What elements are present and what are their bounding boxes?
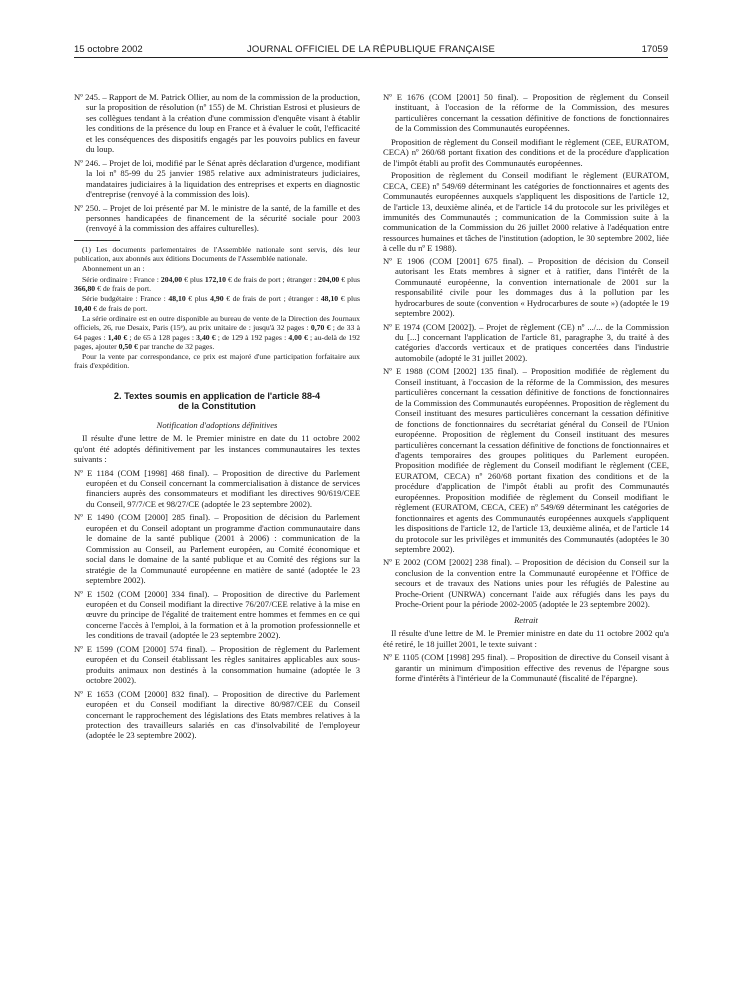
entry-text: (COM [1998] 295 final). – Proposition de directive du Conseil visant à garantir un minimum d'imposition effective des revenus de l'épargne sous forme d'intérêts à l'intérieur de la Communauté (fiscalité de l'épargne). [395,652,669,684]
entry-e1599 [74,644,360,686]
fn-text: Série budgétaire : France : [82,294,169,304]
fn-text: par tranche de 32 pages. [137,341,215,351]
footnote-p5 [74,314,360,351]
entry-ref: Nº 245. [74,92,101,102]
entry-e1490 [74,512,360,585]
fn-text: La série ordinaire est en outre disponible au bureau de vente de la Direction des Journaux officiels, 26, rue Desaix, Paris (15ᵉ), au prix unitaire de : jusqu'à 32 pages : [74,313,360,333]
fn-price: 10,40 [74,303,92,313]
footnote-p6: Pour la vente par correspondance, ce prix est majoré d'une participation forfaitaire aux frais d'expédition. [74,352,360,371]
entry-e1906 [383,256,669,319]
fn-price: 172,10 [204,274,226,284]
fn-price: 204,00 [318,274,340,284]
fn-text: ; de 129 à 192 pages : [215,332,289,342]
entry-e1676-sub2: Proposition de règlement du Conseil modifiant le règlement (EURATOM, CECA, CEE) nº 549/69 déterminant les catégories de fonctionnaires et agents des Communautés européennes auxquels s'appliquent les dispositions de l'article 12, de l'article 13, deuxième alinéa, et de l'article 14 du protocole sur les privilèges et immunités des Communautés ; communication de la Commission suite à la communication de la Commission du 26 juillet 2000 relative à l'adéquation entre ressources humaines et tâches de l'institution (adoption, le 30 septembre 2002, liée à celle du nº E 1988). [383,170,669,254]
entry-text: (COM [2002]). – Projet de règlement (CE) nº .../... de la Commission du [...] concernant l'application de l'article 81, paragraphe 3, du traité à des catégories d'accords verticaux et de pratiques concertées dans l'industrie automobile (adopté le 31 juillet 2002). [395,321,670,363]
fn-text: ; au-delà de 192 pages, ajouter [74,332,361,351]
fn-text: ; de 33 à 64 pages : [74,323,360,342]
fn-price: 0,50 € [118,341,138,351]
section-subhead: Notification d'adoptions définitives [156,419,278,430]
entry-text: (COM [2002] 135 final). – Proposition modifiée de règlement du Conseil instituant, à l'occasion de la réforme de la Commission, des mesures particulières concernant la cessation définitive de fonctions de fonctionnaires de la Commission des Communautés européennes. Proposition de règlement du Conseil instituant des mesures particulières concernant la cessation définitive de fonctions de fonctionnaires du secrétariat général du Conseil de l'Union européenne. Proposition de règlement du Conseil instituant des mesures particulières concernant la cessation définitive de fonctions de fonctionnaires et d'agents temporaires des groupes politiques du Parlement européen. Proposition modifiée de règlement du Conseil modifiant le règlement (CEE, EURATOM, CECA) nº 260/68 portant fixation des conditions et de la procédure d'application de l'impôt établi au profit des Communautés européennes. Proposition modifiée de règlement du Conseil modifiant le règlement (EURATOM, CECA, CEE) nº 549/69 déterminant les catégories de fonctionnaires et agents des Communautés européennes auxquels s'appliquent les dispositions de l'article 12, de l'article 13, deuxième alinéa, et de l'article 14 du protocole sur les privilèges et immunités des Communautés (adoptées le 30 septembre 2002). [395,366,670,555]
section-title [74,391,360,412]
entry-ref: Nº 246. [74,157,101,168]
entry-ref: Nº E 1906 [383,255,425,266]
entry-e2002 [383,557,669,609]
footnote-rule [74,240,120,241]
fn-text: € plus [338,294,360,304]
footnote-p3 [74,275,360,294]
entry-ref: Nº E 1184 [74,467,114,478]
entry-text: (COM [2001] 675 final). – Proposition de décision du Conseil autorisant les Etats membres à signer et à ratifier, dans l'intérêt de la Communauté européenne, la convention internationale de 2001 sur la responsabilité civile pour les dommages dus à la pollution par les hydrocarbures de soute (convention « Hydrocarbures de soute ») (adoptée le 19 septembre 2002). [395,255,669,319]
entry-e1676-sub1: Proposition de règlement du Conseil modifiant le règlement (CEE, EURATOM, CECA) nº 260/68 portant fixation des conditions et de la procédure d'application de l'impôt établi au profit des Communautés européennes. [383,136,669,168]
right-column [383,92,669,686]
fn-text: € plus [182,274,205,284]
header-journal-title: JOURNAL OFFICIEL DE LA RÉPUBLIQUE FRANÇAISE [246,44,496,55]
fn-text: € de frais de port. [91,303,148,313]
left-column [74,92,360,744]
fn-price: 3,40 € [196,332,216,342]
entry-text: – Rapport de M. Patrick Ollier, au nom de la commission de la production, sur la proposition de résolution (nº 155) de M. Christian Estrosi et plusieurs de ses collègues tendant à la création d'une commission d'enquête visant à établir les conditions de la présence du loup en France et à évaluer le coût, l'efficacité et les conséquences des dispositifs engagés par les pouvoirs publics en faveur du loup. [86,92,361,155]
entry-ref: Nº 250. [74,202,101,213]
entry-text: – Projet de loi présenté par M. le ministre de la santé, de la famille et des personnes handicapées de financement de la sécurité sociale pour 2003 (renvoyé à la commission des affaires culturelles). [86,202,361,234]
retrait-intro: Il résulte d'une lettre de M. le Premier ministre en date du 11 octobre 2002 qu'a été retiré, le 18 juillet 2001, le texte suivant : [383,628,669,649]
entry-e1988 [383,366,669,554]
fn-price: 4,90 [210,294,224,304]
fn-price: 1,40 € [107,332,128,342]
entry-text: (COM [1998] 468 final). – Proposition de directive du Parlement européen et du Conseil concernant la commercialisation à distance de services financiers auprès des consommateurs et modifiant les directives 90/619/CEE du Conseil, 97/7/CE et 98/27/CE (adoptée le 23 septembre 2002). [86,467,360,509]
entry-text: (COM [2000] 334 final). – Proposition de directive du Parlement européen et du Conseil modifiant la directive 76/207/CEE relative à la mise en œuvre du principe de l'égalité de traitement entre hommes et femmes en ce qui concerne l'accès à l'emploi, à la formation et à la promotion professionnelle et les conditions de travail (adoptée le 23 septembre 2002). [86,588,360,641]
header-date: 15 octobre 2002 [74,44,143,55]
fn-price: 4,00 € [288,332,308,342]
entry-ref: Nº E 1599 [74,643,113,654]
entry-ref: Nº E 1988 [383,366,423,377]
entry-e1105 [383,652,669,683]
entry-ref: Nº E 2002 [383,557,421,568]
entry-e1676 [383,92,669,134]
entry-ref: Nº E 1502 [74,588,114,599]
entry-e1184 [74,468,360,510]
entry-ref: Nº E 1105 [383,652,419,663]
header-rule [74,57,668,58]
footnote-p2: Abonnement un an : [82,264,145,274]
retrait-subhead: Retrait [514,614,538,625]
page-header [74,44,668,58]
entry-246 [74,158,360,200]
entry-e1653 [74,689,360,741]
fn-price: 366,80 [74,284,96,294]
fn-text: € plus [185,294,211,304]
entry-text: (COM [2000] 574 final). – Proposition de règlement du Parlement européen et du Conseil établissant les règles sanitaires applicables aux sous-produits animaux non destinés à la consommation humaine (adoptée le 3 octobre 2002). [86,643,360,686]
fn-price: 48,10 [320,294,339,304]
footnote-p4 [74,294,360,313]
entry-250 [74,203,360,234]
fn-price: 48,10 [168,294,186,304]
entry-e1502 [74,589,360,641]
footnote-p1: (1) Les documents parlementaires de l'Assemblée nationale sont servis, dès leur publication, aux abonnés aux éditions Documents de l'Assemblée nationale. [74,244,360,264]
footnote [74,245,360,371]
entry-ref: Nº E 1676 [383,92,425,102]
fn-text: € de frais de port. [95,284,152,294]
fn-price: 0,70 € [310,323,331,333]
fn-text: ; de 65 à 128 pages : [127,332,197,342]
entry-text: (COM [2000] 285 final). – Proposition de décision du Parlement européen et du Conseil adoptant un programme d'action communautaire dans le domaine de la santé publique (2001 à 2006) : communication de la Commission au Conseil, au Parlement européen, au Comité économique et social dans le domaine de la santé publique et au Comité des régions sur la stratégie de la Communauté européenne en matière de santé (adoptée le 23 septembre 2002). [86,512,360,586]
section-title-line1: 2. Textes soumis en application de l'article 88-4 [113,390,321,401]
fn-price: 204,00 [160,274,183,284]
fn-text: € de frais de port ; étranger : [225,274,319,284]
entry-ref: Nº E 1490 [74,512,114,523]
section-title-line2: de la Constitution [178,401,256,412]
entry-e1974 [383,322,669,364]
entry-ref: Nº E 1974 [383,321,421,332]
entry-text: (COM [2001] 50 final). – Proposition de règlement du Conseil instituant, à l'occasion de la réforme de la Commission, des mesures particulières concernant la cessation définitive de fonctions de fonctionnaires de la Commission des Communautés européennes. [395,92,669,134]
fn-text: € de frais de port ; étranger : [223,294,321,304]
entry-ref: Nº E 1653 [74,688,114,699]
fn-text: € plus [339,274,360,284]
entry-text: – Projet de loi, modifié par le Sénat après déclaration d'urgence, modifiant la loi nº 85-99 du 25 janvier 1985 relative aux administrateurs judiciaires, mandataires judiciaires à la liquidation des entreprises et experts en diagnostic d'entreprise (renvoyé à la commission des lois). [86,157,360,200]
entry-245 [74,92,360,155]
entry-text: (COM [2002] 238 final). – Proposition de décision du Conseil sur la conclusion de la convention entre la Communauté européenne et l'Office de secours et de travaux des Nations unies pour les réfugiés de Palestine au Proche-Orient (UNRWA) concernant l'aide aux réfugiés dans les pays du Proche-Orient pour la période 2002-2005 (adoptée le 23 septembre 2002). [395,557,669,610]
fn-text: Série ordinaire : France : [82,274,161,284]
header-page-number: 17059 [641,44,668,55]
section-intro: Il résulte d'une lettre de M. le Premier ministre en date du 11 octobre 2002 qu'ont été adoptés définitivement par les instances communautaires les textes suivants : [74,433,360,465]
entry-text: (COM [2000] 832 final). – Proposition de directive du Parlement européen et du Conseil modifiant la directive 80/987/CEE du Conseil concernant le rapprochement des législations des Etats membres relatives à la protection des travailleurs salariés en cas d'insolvabilité de l'employeur (adoptée le 23 septembre 2002). [86,688,360,741]
